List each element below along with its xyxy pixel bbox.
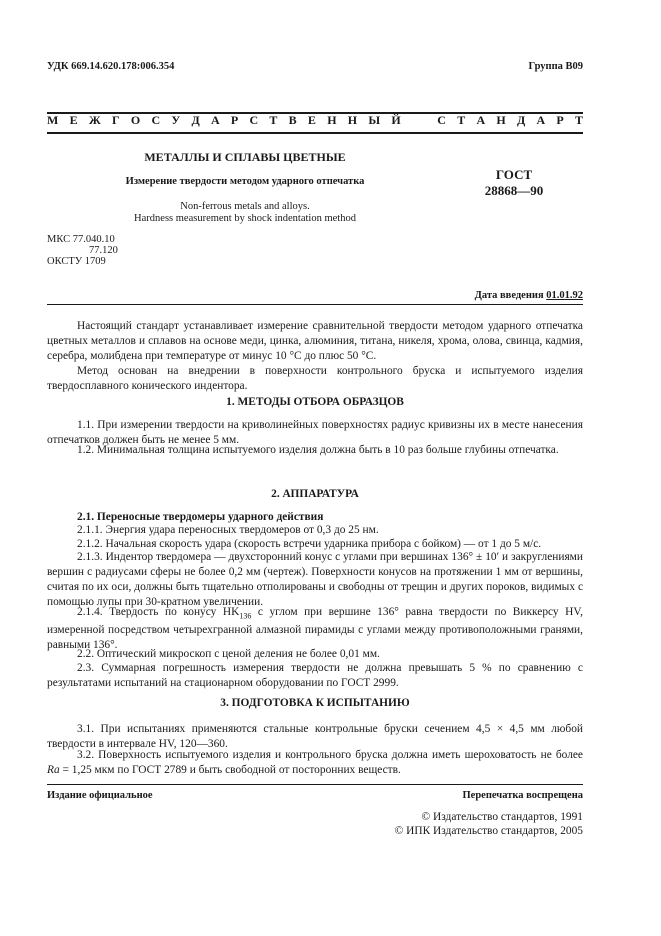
interstate-standard-banner: М Е Ж Г О С У Д А Р С Т В Е Н Н Ы Й С Т А Н Д А Р Т xyxy=(47,113,584,127)
mks-code-1: МКС 77.040.10 xyxy=(47,234,115,245)
clause-2-1-2: 2.1.2. Начальная скорость удара (скорость встречи ударника прибора с бойком) — от 1 до 5 м/с. xyxy=(77,538,542,550)
mks-code-2: 77.120 xyxy=(89,245,118,256)
effective-date-value: 01.01.92 xyxy=(546,290,583,301)
official-edition: Издание официальное xyxy=(47,790,153,801)
clause-2-1-4: 2.1.4. Твердость по конусу $HK_{136}$ с углом при вершине 136° равна твердости по Виккерсу HV, измеренной посредством четырехгранной алмазной пирамиды с углами между противоположными гранями, равными 136°. xyxy=(47,606,583,652)
intro-paragraph-2: Метод основан на внедрении в поверхности контрольного бруска и испытуемого изделия твердосплавного конического индентора. xyxy=(47,365,583,392)
banner-bottom-rule xyxy=(47,132,583,134)
gost-label: ГОСТ xyxy=(495,167,533,182)
clause-1-1: 1.1. При измерении твердости на криволинейных поверхностях радиус кривизны их в месте нанесения отпечатков должен быть не менее 5 мм. xyxy=(47,419,583,446)
date-rule xyxy=(47,304,583,305)
clause-3-1: 3.1. При испытаниях применяются стальные контрольные бруски сечением 4,5 × 4,5 мм любой твердости в интервале HV, 120—360. xyxy=(47,723,583,750)
clause-3-2: 3.2. Поверхность испытуемого изделия и контрольного бруска должна иметь шероховатость не более Ra = 1,25 мкм по ГОСТ 2789 и быть свободной от посторонних веществ. xyxy=(47,749,583,776)
section-1-heading: 1. МЕТОДЫ ОТБОРА ОБРАЗЦОВ xyxy=(226,396,404,408)
section-2-heading: 2. АППАРАТУРА xyxy=(271,488,359,500)
effective-date-label: Дата введения xyxy=(474,290,544,301)
footer-rule xyxy=(47,784,583,785)
standard-subtitle: Измерение твердости методом ударного отпечатка xyxy=(125,176,365,187)
okstu-code: ОКСТУ 1709 xyxy=(47,256,106,267)
section-3-heading: 3. ПОДГОТОВКА К ИСПЫТАНИЮ xyxy=(220,697,410,709)
english-title-line2: Hardness measurement by shock indentation method xyxy=(134,213,356,224)
clause-2-1-1: 2.1.1. Энергия удара переносных твердомеров от 0,3 до 25 нм. xyxy=(77,524,379,536)
standard-title: МЕТАЛЛЫ И СПЛАВЫ ЦВЕТНЫЕ xyxy=(144,150,346,164)
clause-2-2: 2.2. Оптический микроскоп с ценой деления не более 0,01 мм. xyxy=(77,648,380,660)
copyright-1991: © Издательство стандартов, 1991 xyxy=(421,811,583,823)
group-code: Группа В09 xyxy=(528,61,583,72)
udk-code: УДК 669.14.620.178:006.354 xyxy=(47,61,175,72)
clause-2-3: 2.3. Суммарная погрешность измерения твердости не должна превышать 5 % по сравнению с результатами испытаний на стационарном оборудовании по ГОСТ 2999. xyxy=(47,662,583,689)
clause-1-2: 1.2. Минимальная толщина испытуемого изделия должна быть в 10 раз больше глубины отпечатка. xyxy=(77,444,559,456)
copyright-2005: © ИПК Издательство стандартов, 2005 xyxy=(394,825,583,837)
clause-2-1-3: 2.1.3. Индентор твердомера — двухсторонний конус с углами при вершинах 136° ± 10′ и закруглениями вершин с радиусами сферы не более 0,2 мм (чертеж). Поверхности конусов на протяжении 1 мм от вершины, считая по их оси, должны быть тщательно отполированы и свободны от трещин и других пороков, видимых с помощью лупы при 30-кратном увеличении. xyxy=(47,551,583,608)
english-title-line1: Non-ferrous metals and alloys. xyxy=(180,201,310,212)
gost-number: 28868—90 xyxy=(484,183,544,198)
reprint-prohibited: Перепечатка воспрещена xyxy=(462,790,583,801)
intro-paragraph-1: Настоящий стандарт устанавливает измерение сравнительной твердости методом ударного отпечатка цветных металлов и сплавов на основе меди, цинка, алюминия, титана, никеля, хрома, олова, свинца, кадмия, серебра, молибдена при температуре от минус 10 °С до плюс 50 °С. xyxy=(47,320,583,362)
effective-date xyxy=(475,290,583,301)
clause-2-1: 2.1. Переносные твердомеры ударного действия xyxy=(77,511,324,523)
